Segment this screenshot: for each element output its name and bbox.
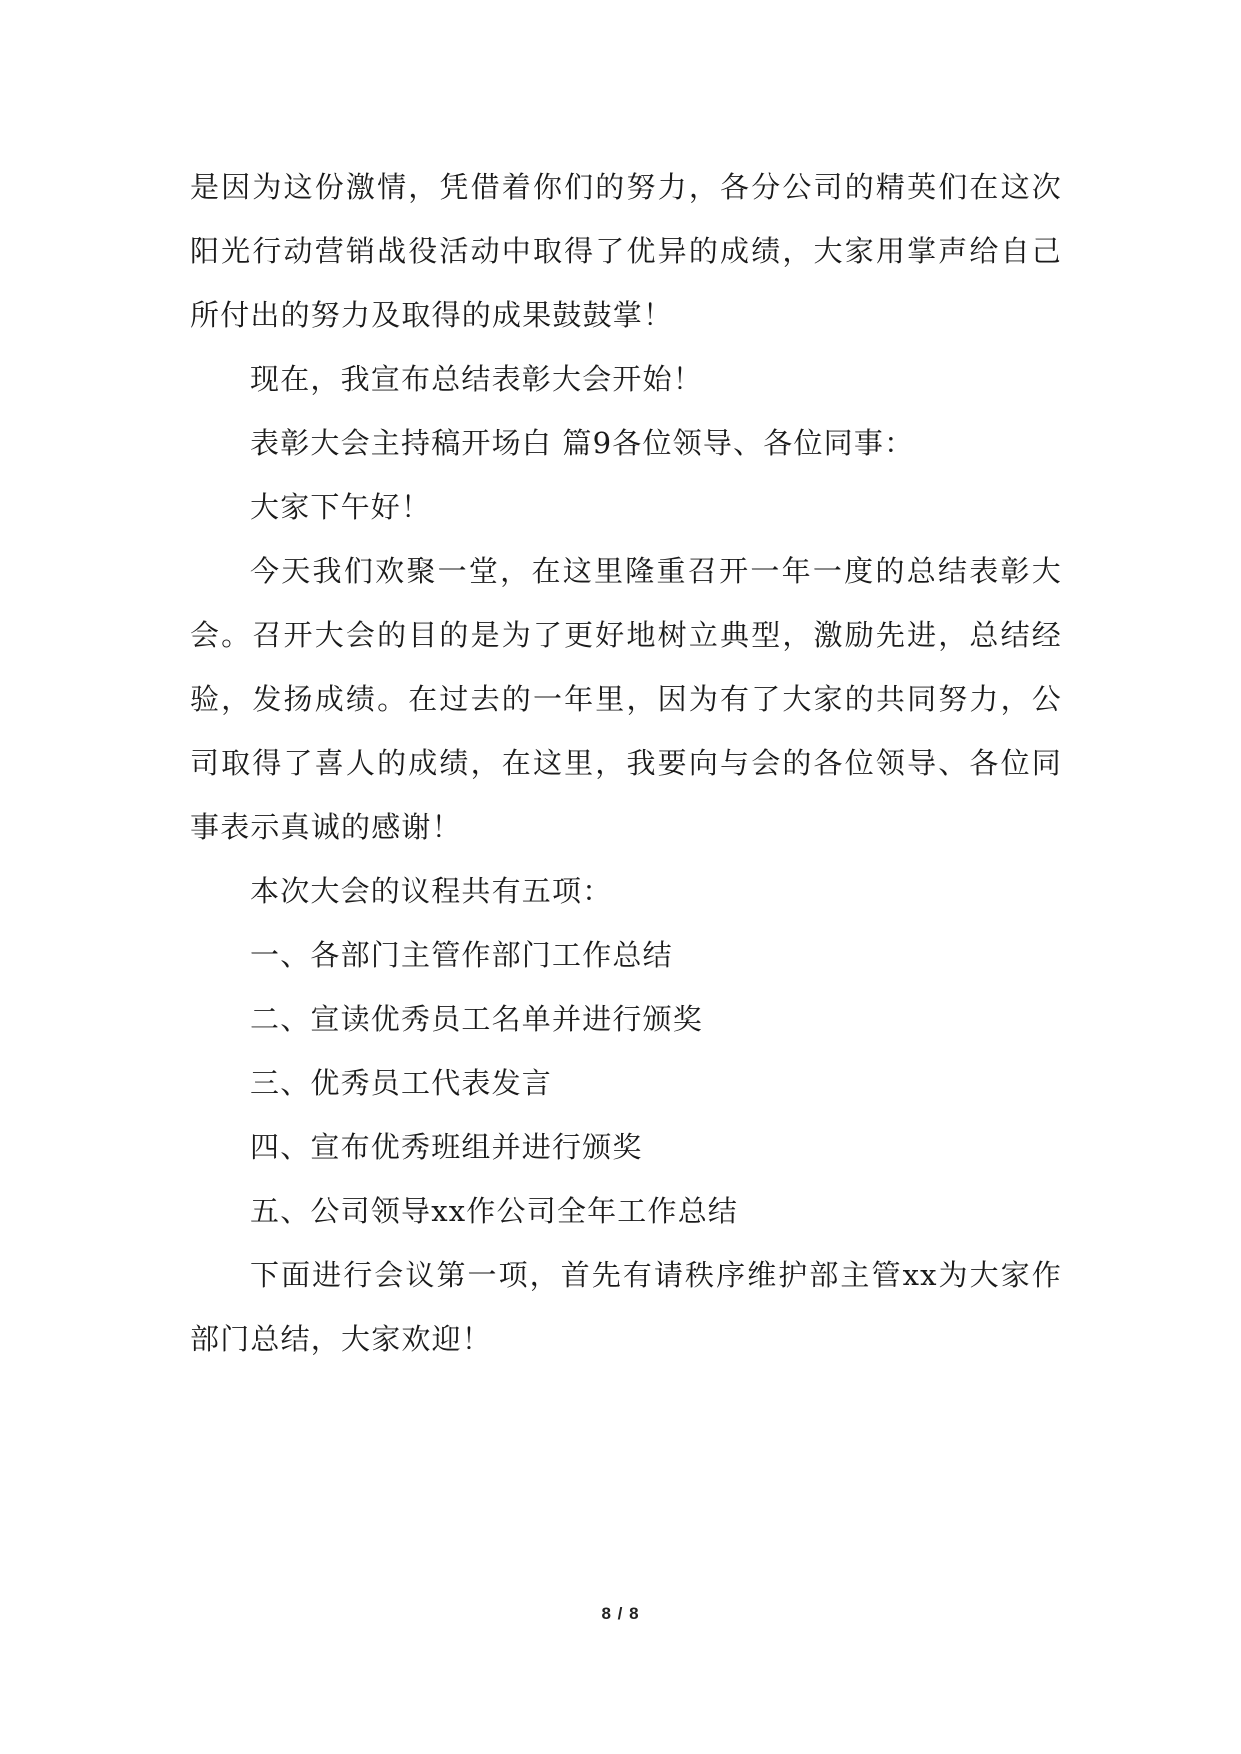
agenda-item-5: 五、公司领导xx作公司全年工作总结 xyxy=(250,1194,739,1228)
agenda-item-4: 四、宣布优秀班组并进行颁奖 xyxy=(250,1130,643,1164)
page-number: 8 / 8 xyxy=(601,1604,640,1623)
paragraph-2: 现在，我宣布总结表彰大会开始！ xyxy=(250,362,704,396)
paragraph-4: 大家下午好！ xyxy=(250,490,432,524)
paragraph-1: 是因为这份激情，凭借着你们的努力，各分公司的精英们在这次阳光行动营销战役活动中取得了优异的成绩，大家用掌声给自己所付出的努力及取得的成果鼓鼓掌！ xyxy=(190,170,1062,332)
paragraph-closing: 下面进行会议第一项，首先有请秩序维护部主管xx为大家作部门总结，大家欢迎！ xyxy=(190,1258,1062,1356)
paragraph-5: 今天我们欢聚一堂，在这里隆重召开一年一度的总结表彰大会。召开大会的目的是为了更好地树立典型，激励先进，总结经验，发扬成绩。在过去的一年里，因为有了大家的共同努力，公司取得了喜人的成绩，在这里，我要向与会的各位领导、各位同事表示真诚的感谢！ xyxy=(190,554,1062,844)
agenda-item-1: 一、各部门主管作部门工作总结 xyxy=(250,938,673,972)
paragraph-6: 本次大会的议程共有五项： xyxy=(250,874,613,908)
agenda-item-2: 二、宣读优秀员工名单并进行颁奖 xyxy=(250,1002,704,1036)
document-body xyxy=(190,155,1062,1371)
agenda-item-3: 三、优秀员工代表发言 xyxy=(250,1066,553,1100)
paragraph-3: 表彰大会主持稿开场白 篇9各位领导、各位同事： xyxy=(250,426,915,460)
